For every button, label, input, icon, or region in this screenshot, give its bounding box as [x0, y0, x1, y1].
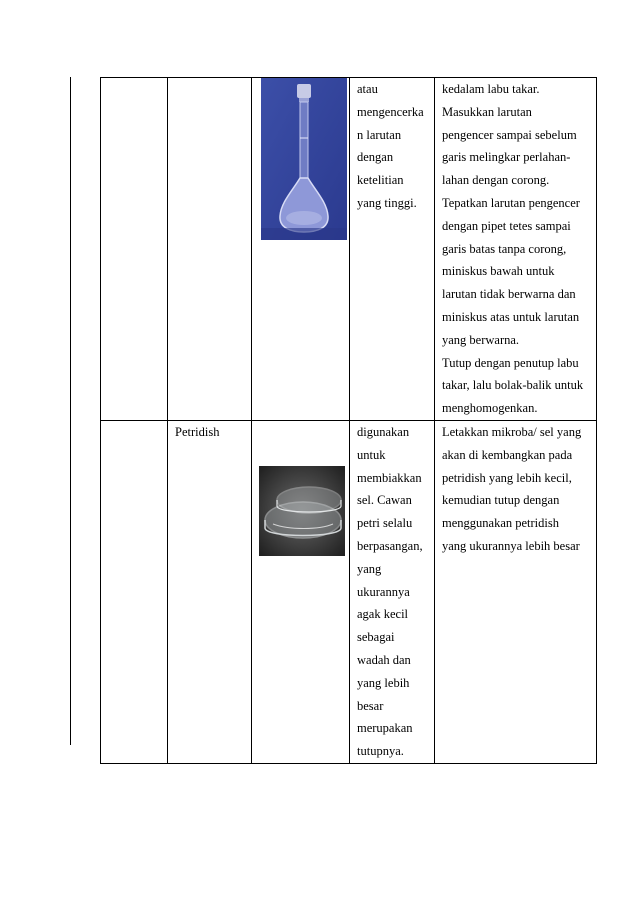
procedure-line: takar, lalu bolak-balik untuk	[442, 378, 584, 393]
description-line: untuk	[357, 447, 386, 462]
description-line: dengan	[357, 150, 394, 165]
description-line: ukurannya	[357, 584, 410, 599]
procedure-line: lahan dengan corong.	[442, 173, 550, 188]
row-number-cell	[101, 420, 168, 763]
procedure-line: kedalam labu takar.	[442, 82, 540, 96]
description-line: sebagai	[357, 630, 395, 645]
equipment-image-cell	[252, 420, 350, 763]
volumetric-flask-photo	[261, 78, 347, 240]
petri-dish-photo	[259, 466, 345, 556]
equipment-name: Petridish	[175, 424, 220, 439]
procedure-line: Tepatkan larutan pengencer	[442, 195, 580, 210]
description-line: membiakkan	[357, 470, 422, 485]
description-line: digunakan	[357, 424, 410, 439]
description-line: agak kecil	[357, 607, 409, 622]
procedure-line: kemudian tutup dengan	[442, 493, 560, 508]
table-row	[101, 420, 597, 763]
description-line: merupakan	[357, 721, 413, 736]
procedure-line: pengencer sampai sebelum	[442, 127, 577, 142]
procedure-line: akan di kembangkan pada	[442, 447, 573, 462]
description-cell	[350, 420, 435, 763]
procedure-line: yang berwarna.	[442, 332, 520, 347]
procedure-line: menghomogenkan.	[442, 401, 538, 416]
description-line: yang tinggi.	[357, 195, 417, 210]
procedure-line: dengan pipet tetes sampai	[442, 218, 571, 233]
procedure-cell	[435, 420, 597, 763]
equipment-image-cell	[252, 78, 350, 421]
description-line: mengencerka	[357, 104, 424, 119]
description-line: yang lebih	[357, 675, 410, 690]
description-line: sel. Cawan	[357, 493, 412, 508]
description-line: yang	[357, 561, 382, 576]
procedure-line: yang ukurannya lebih besar	[442, 538, 580, 553]
table-row	[101, 78, 597, 421]
description-line: atau	[357, 82, 378, 96]
equipment-name-cell	[168, 420, 252, 763]
procedure-line: menggunakan petridish	[442, 516, 559, 531]
equipment-name-cell	[168, 78, 252, 421]
procedure-line: petridish yang lebih kecil,	[442, 470, 572, 485]
procedure-line: Tutup dengan penutup labu	[442, 355, 579, 370]
description-line: tutupnya.	[357, 744, 404, 759]
description-line: besar	[357, 698, 384, 713]
procedure-line: Letakkan mikroba/ sel yang	[442, 424, 582, 439]
procedure-line: miniskus bawah untuk	[442, 264, 555, 279]
description-cell	[350, 78, 435, 421]
procedure-cell	[435, 78, 597, 421]
procedure-line: Masukkan larutan	[442, 104, 532, 119]
description-line: berpasangan,	[357, 538, 423, 553]
equipment-table	[100, 77, 597, 764]
description-line: petri selalu	[357, 516, 413, 531]
page-margin-line	[70, 77, 71, 745]
procedure-line: garis batas tanpa corong,	[442, 241, 567, 256]
procedure-line: miniskus atas untuk larutan	[442, 309, 580, 324]
description-line: wadah dan	[357, 652, 411, 667]
description-line: ketelitian	[357, 173, 404, 188]
procedure-line: garis melingkar perlahan-	[442, 150, 571, 165]
description-line: n larutan	[357, 127, 402, 142]
procedure-line: larutan tidak berwarna dan	[442, 287, 576, 302]
row-number-cell	[101, 78, 168, 421]
